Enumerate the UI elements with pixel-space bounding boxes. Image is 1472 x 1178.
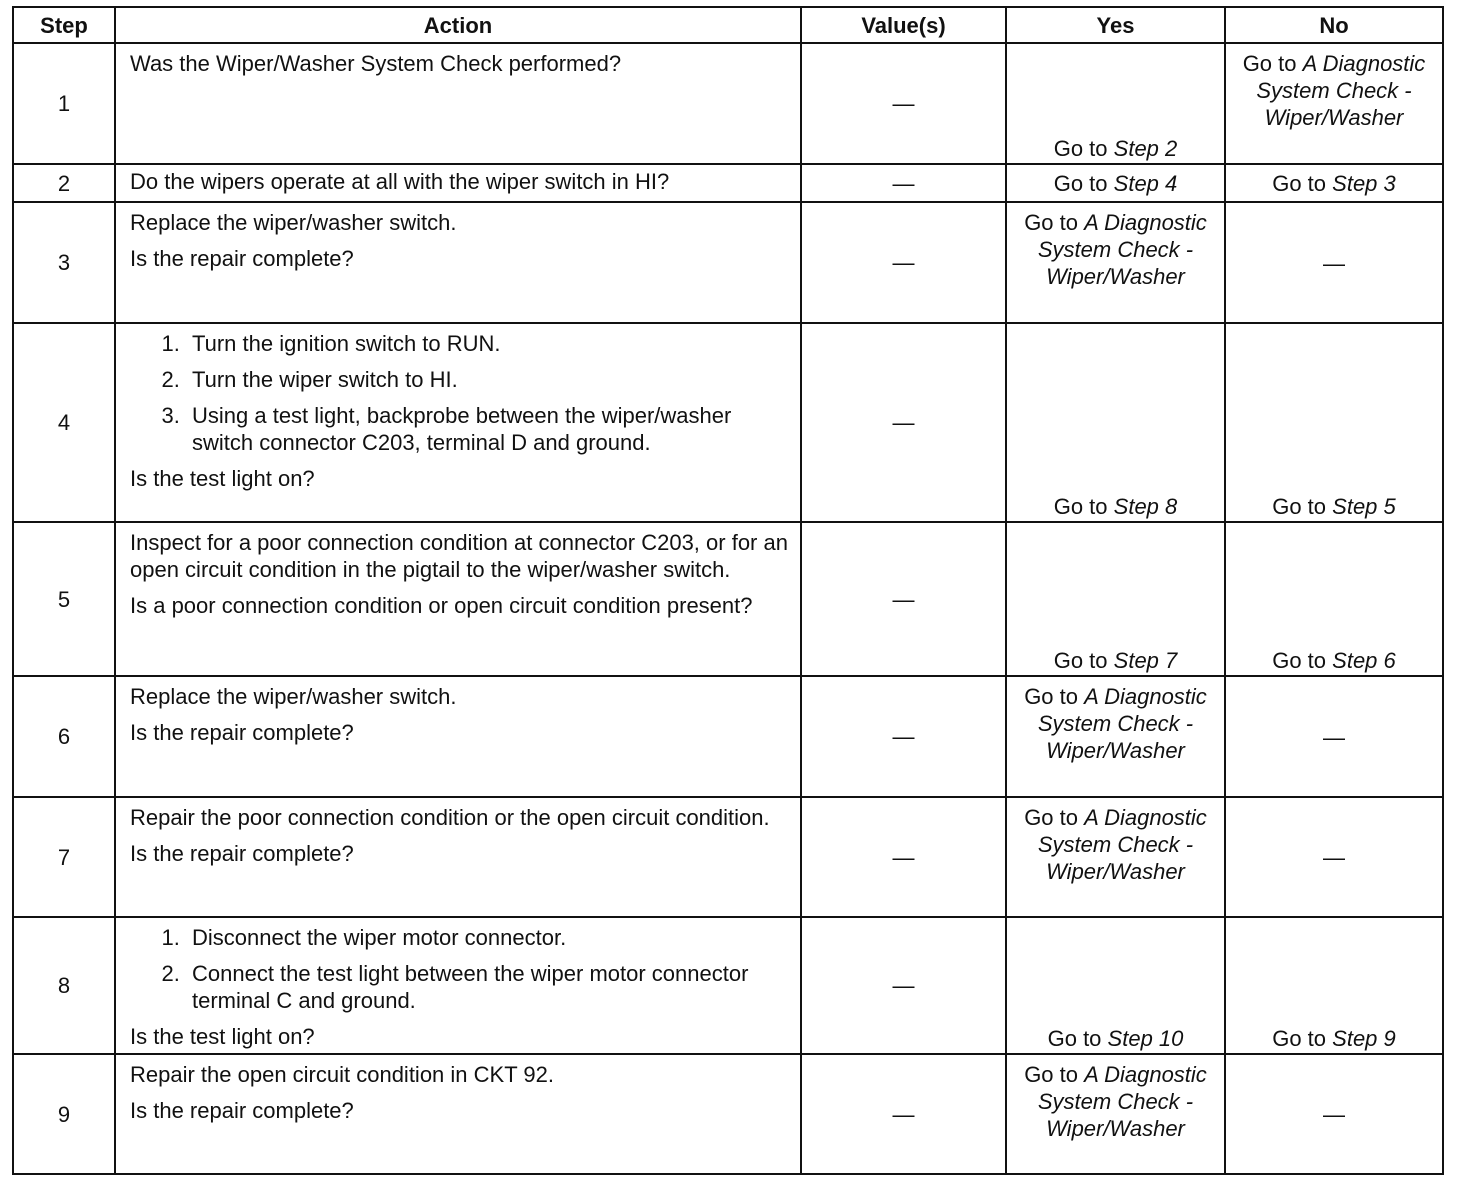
table-row (13, 917, 1443, 1054)
action-cell (115, 917, 801, 1054)
action-step-list (130, 330, 788, 456)
header-yes: Yes (1006, 7, 1225, 43)
table-row (13, 43, 1443, 164)
header-values: Value(s) (801, 7, 1006, 43)
value-cell: — (801, 1054, 1006, 1174)
yes-prefix: Go to (1053, 648, 1108, 673)
action-question: Is the test light on? (130, 466, 315, 491)
yes-prefix: Go to (1024, 1062, 1078, 1087)
no-cell (1225, 676, 1443, 797)
no-cell (1225, 323, 1443, 522)
value-cell: — (801, 43, 1006, 164)
action-cell (115, 522, 801, 676)
yes-prefix: Go to (1024, 805, 1078, 830)
yes-prefix: Go to (1047, 1026, 1102, 1051)
yes-cell (1006, 43, 1225, 164)
yes-cell (1006, 917, 1225, 1054)
no-cell (1225, 1054, 1443, 1174)
action-list-item: 2. Turn the wiper switch to HI. (186, 366, 788, 393)
no-prefix: Go to (1272, 171, 1327, 196)
header-step: Step (13, 7, 115, 43)
value-cell: — (801, 164, 1006, 202)
value-cell: — (801, 676, 1006, 797)
action-question: Is the repair complete? (130, 841, 354, 866)
no-dash: — (1323, 724, 1345, 750)
action-text: Replace the wiper/washer switch. (130, 210, 457, 235)
value-cell: — (801, 323, 1006, 522)
table-row (13, 676, 1443, 797)
yes-cell (1006, 797, 1225, 917)
action-step-list (130, 924, 788, 1014)
no-cell (1225, 202, 1443, 323)
action-cell (115, 323, 801, 522)
yes-cell (1006, 323, 1225, 522)
yes-reference: Step 4 (1113, 171, 1178, 196)
no-prefix: Go to (1272, 1026, 1327, 1051)
action-cell (115, 1054, 801, 1174)
no-prefix: Go to (1272, 494, 1327, 519)
no-reference: Step 3 (1332, 171, 1396, 196)
action-cell (115, 202, 801, 323)
no-reference: Step 9 (1332, 1026, 1396, 1051)
yes-reference: A Diagnostic System Check - Wiper/Washer (1037, 684, 1207, 763)
action-question: Is the repair complete? (130, 720, 354, 745)
action-text: Repair the open circuit condition in CKT 92. (130, 1062, 554, 1087)
no-cell (1225, 797, 1443, 917)
yes-reference: Step 2 (1113, 136, 1178, 161)
header-no: No (1225, 7, 1443, 43)
table-row (13, 797, 1443, 917)
table-row (13, 522, 1443, 676)
yes-prefix: Go to (1024, 210, 1078, 235)
no-dash: — (1323, 250, 1345, 276)
no-prefix: Go to (1272, 648, 1327, 673)
action-cell (115, 164, 801, 202)
yes-reference: A Diagnostic System Check - Wiper/Washer (1037, 1062, 1207, 1141)
no-prefix: Go to (1242, 51, 1297, 76)
table-row (13, 202, 1443, 323)
action-cell (115, 797, 801, 917)
step-number: 9 (13, 1054, 115, 1174)
action-question: Is the repair complete? (130, 246, 354, 271)
no-reference: A Diagnostic System Check - Wiper/Washer (1256, 51, 1426, 130)
yes-prefix: Go to (1024, 684, 1078, 709)
table-row (13, 323, 1443, 522)
action-text: Replace the wiper/washer switch. (130, 684, 457, 709)
yes-cell (1006, 1054, 1225, 1174)
action-list-item: 2. Connect the test light between the wiper motor connector terminal C and ground. (186, 960, 788, 1014)
yes-reference: Step 8 (1113, 494, 1178, 519)
step-number: 6 (13, 676, 115, 797)
yes-reference: Step 7 (1113, 648, 1178, 673)
diagnostic-table (12, 6, 1444, 1175)
action-list-item: 1. Turn the ignition switch to RUN. (186, 330, 788, 357)
yes-cell (1006, 522, 1225, 676)
header-row (13, 7, 1443, 43)
value-cell: — (801, 202, 1006, 323)
step-number: 2 (13, 164, 115, 202)
action-question: Is the repair complete? (130, 1098, 354, 1123)
action-question: Is the test light on? (130, 1024, 315, 1049)
yes-reference: Step 10 (1107, 1026, 1184, 1051)
yes-cell (1006, 202, 1225, 323)
yes-prefix: Go to (1053, 494, 1108, 519)
no-dash: — (1323, 845, 1345, 870)
no-cell (1225, 43, 1443, 164)
no-cell (1225, 164, 1443, 202)
yes-prefix: Go to (1053, 171, 1108, 196)
step-number: 3 (13, 202, 115, 323)
step-number: 7 (13, 797, 115, 917)
yes-cell (1006, 676, 1225, 797)
value-cell: — (801, 522, 1006, 676)
table-row (13, 164, 1443, 202)
yes-prefix: Go to (1053, 136, 1108, 161)
no-reference: Step 5 (1332, 494, 1396, 519)
action-question: Is a poor connection condition or open circuit condition present? (130, 593, 753, 618)
action-cell (115, 676, 801, 797)
step-number: 8 (13, 917, 115, 1054)
action-text: Inspect for a poor connection condition at connector C203, or for an open circuit condition in the pigtail to the wiper/washer switch. (130, 530, 788, 582)
no-reference: Step 6 (1332, 648, 1396, 673)
step-number: 5 (13, 522, 115, 676)
action-text: Was the Wiper/Washer System Check performed? (130, 51, 622, 76)
action-list-item: 3. Using a test light, backprobe between the wiper/washer switch connector C203, terminal D and ground. (186, 402, 788, 456)
action-text: Do the wipers operate at all with the wiper switch in HI? (130, 169, 670, 194)
value-cell: — (801, 917, 1006, 1054)
step-number: 1 (13, 43, 115, 164)
action-cell (115, 43, 801, 164)
no-dash: — (1323, 1102, 1345, 1127)
no-cell (1225, 917, 1443, 1054)
yes-reference: A Diagnostic System Check - Wiper/Washer (1037, 805, 1207, 884)
table-row (13, 1054, 1443, 1174)
action-list-item: 1. Disconnect the wiper motor connector. (186, 924, 788, 951)
action-text: Repair the poor connection condition or the open circuit condition. (130, 805, 770, 830)
step-number: 4 (13, 323, 115, 522)
value-cell: — (801, 797, 1006, 917)
header-action: Action (115, 7, 801, 43)
yes-reference: A Diagnostic System Check - Wiper/Washer (1037, 210, 1207, 289)
no-cell (1225, 522, 1443, 676)
yes-cell (1006, 164, 1225, 202)
